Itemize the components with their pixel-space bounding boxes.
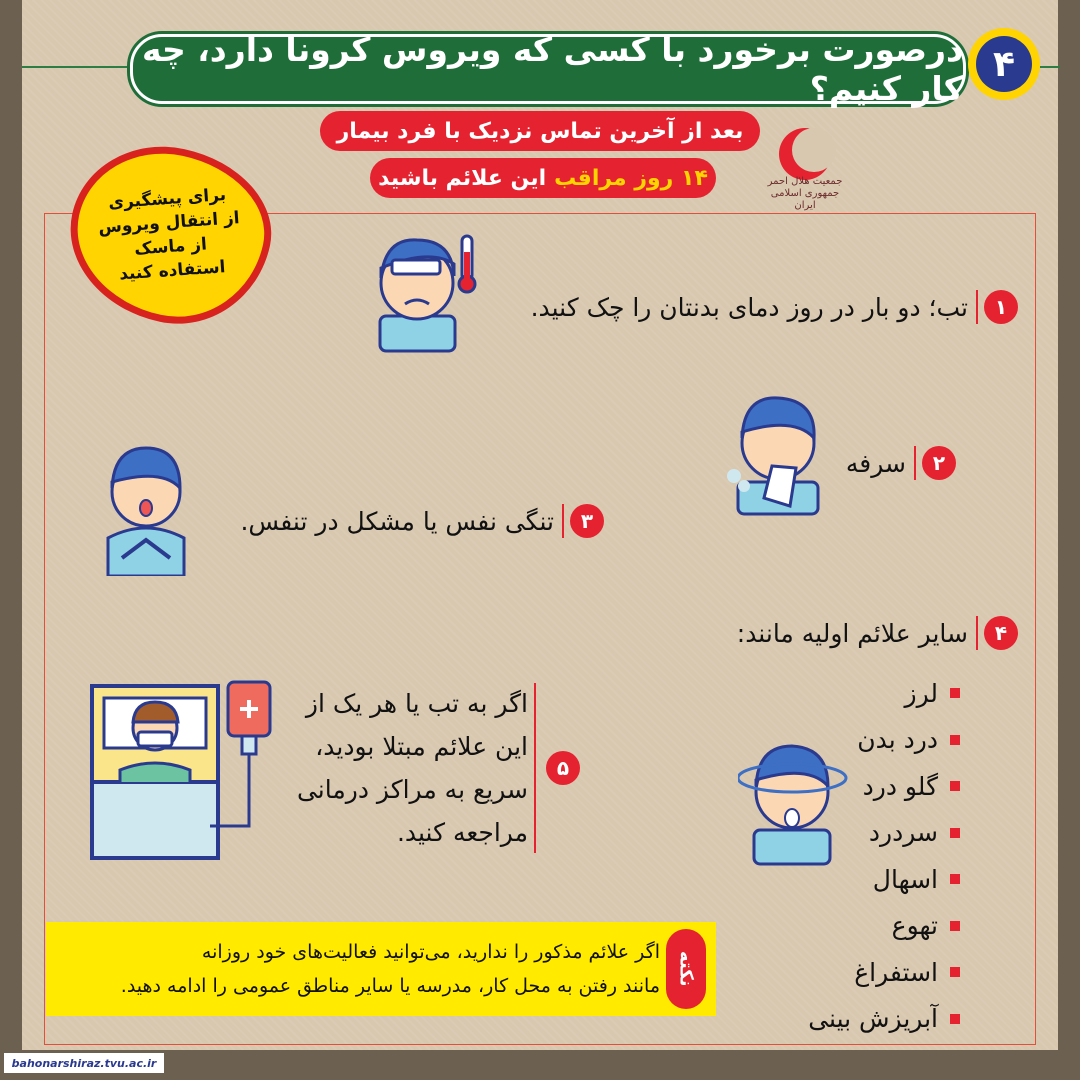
stamp-line2: از انتقال ویروس — [97, 208, 241, 238]
list-item — [800, 949, 960, 996]
item-text-2: سرفه — [845, 448, 906, 478]
item-number-4: ۴ — [984, 616, 1018, 650]
symptom-other — [737, 616, 1018, 650]
section-number-badge — [968, 28, 1040, 100]
item-text-4: سایر علائم اولیه مانند: — [736, 618, 968, 648]
symptom-label: لرز — [904, 678, 938, 708]
list-item — [800, 996, 960, 1043]
item-number-1: ۱ — [984, 290, 1018, 324]
note-line2: مانند رفتن به محل کار، مدرسه یا سایر مناطق عمومی را ادامه دهید. — [120, 975, 660, 997]
item-divider — [976, 290, 978, 324]
subheader-line2-text: این علائم باشید — [378, 165, 547, 191]
item-text-3: تنگی نفس یا مشکل در تنفس. — [240, 506, 554, 536]
frame-right — [1058, 0, 1080, 1080]
header-rule-left — [22, 66, 132, 68]
item-divider — [976, 616, 978, 650]
symptom-label: سردرد — [868, 818, 938, 848]
symptom-label: تهوع — [891, 911, 938, 941]
symptom-label: آبریزش بینی — [808, 1004, 938, 1034]
item-number-5: ۵ — [546, 751, 580, 785]
symptom-cough — [846, 446, 956, 480]
item-5-advice — [280, 680, 580, 855]
item-divider — [534, 683, 536, 853]
page-title: درصورت برخورد با کسی که ویروس کرونا دارد، چه کار کنیم؟ — [130, 34, 966, 104]
header-rule-right — [1040, 66, 1060, 68]
subheader-line1 — [320, 111, 760, 151]
logo-caption-line2: جمهوری اسلامی ایران — [770, 188, 840, 211]
frame-left — [0, 0, 22, 1080]
subheader-line1-text: بعد از آخرین تماس نزدیک با فرد بیمار — [336, 118, 744, 144]
footer-url: bahonarshiraz.tvu.ac.ir — [4, 1053, 164, 1073]
list-item — [800, 903, 960, 950]
note-tag: نکته — [666, 929, 706, 1009]
item-divider — [914, 446, 916, 480]
item-text-1: تب؛ دو بار در روز دمای بدنتان را چک کنید. — [530, 292, 968, 322]
item-number-3: ۳ — [570, 504, 604, 538]
advice-line: اگر به تب یا هر یک از — [305, 688, 528, 718]
item-divider — [562, 504, 564, 538]
advice-line: سریع به مراکز درمانی — [296, 774, 528, 804]
symptom-label: اسهال — [872, 864, 938, 894]
dizzy-boy-icon — [738, 738, 850, 866]
stamp-line1: برای پیشگیری — [107, 185, 227, 214]
logo-caption-line1: جمعیت هلال احمر — [767, 176, 843, 187]
advice-line: این علائم مبتلا بودید، — [315, 731, 528, 761]
logo-caption — [760, 176, 850, 212]
subheader-line2 — [370, 158, 716, 198]
symptom-breathing — [240, 504, 604, 538]
symptom-fever — [531, 290, 1018, 324]
list-item — [800, 670, 960, 717]
symptom-label: گلو درد — [862, 771, 938, 801]
hospital-bed-patient-icon — [90, 676, 276, 862]
symptom-label: درد بدن — [857, 725, 938, 755]
note-box — [46, 922, 716, 1016]
stamp-line4: استفاده کنید — [118, 257, 227, 285]
stamp-line3: از ماسک — [133, 234, 208, 260]
item-number-2: ۲ — [922, 446, 956, 480]
sick-boy-fever-icon — [370, 228, 490, 353]
section-number: ۴ — [976, 36, 1032, 92]
short-breath-boy-icon — [102, 440, 190, 576]
note-line1: اگر علائم مذکور را ندارید، می‌توانید فعالیت‌های خود روزانه — [201, 941, 660, 963]
coughing-boy-icon — [724, 388, 830, 516]
subheader-highlight: ۱۴ روز مراقب — [554, 165, 708, 191]
symptom-label: استفراغ — [854, 957, 938, 987]
advice-line: مراجعه کنید. — [396, 817, 528, 847]
